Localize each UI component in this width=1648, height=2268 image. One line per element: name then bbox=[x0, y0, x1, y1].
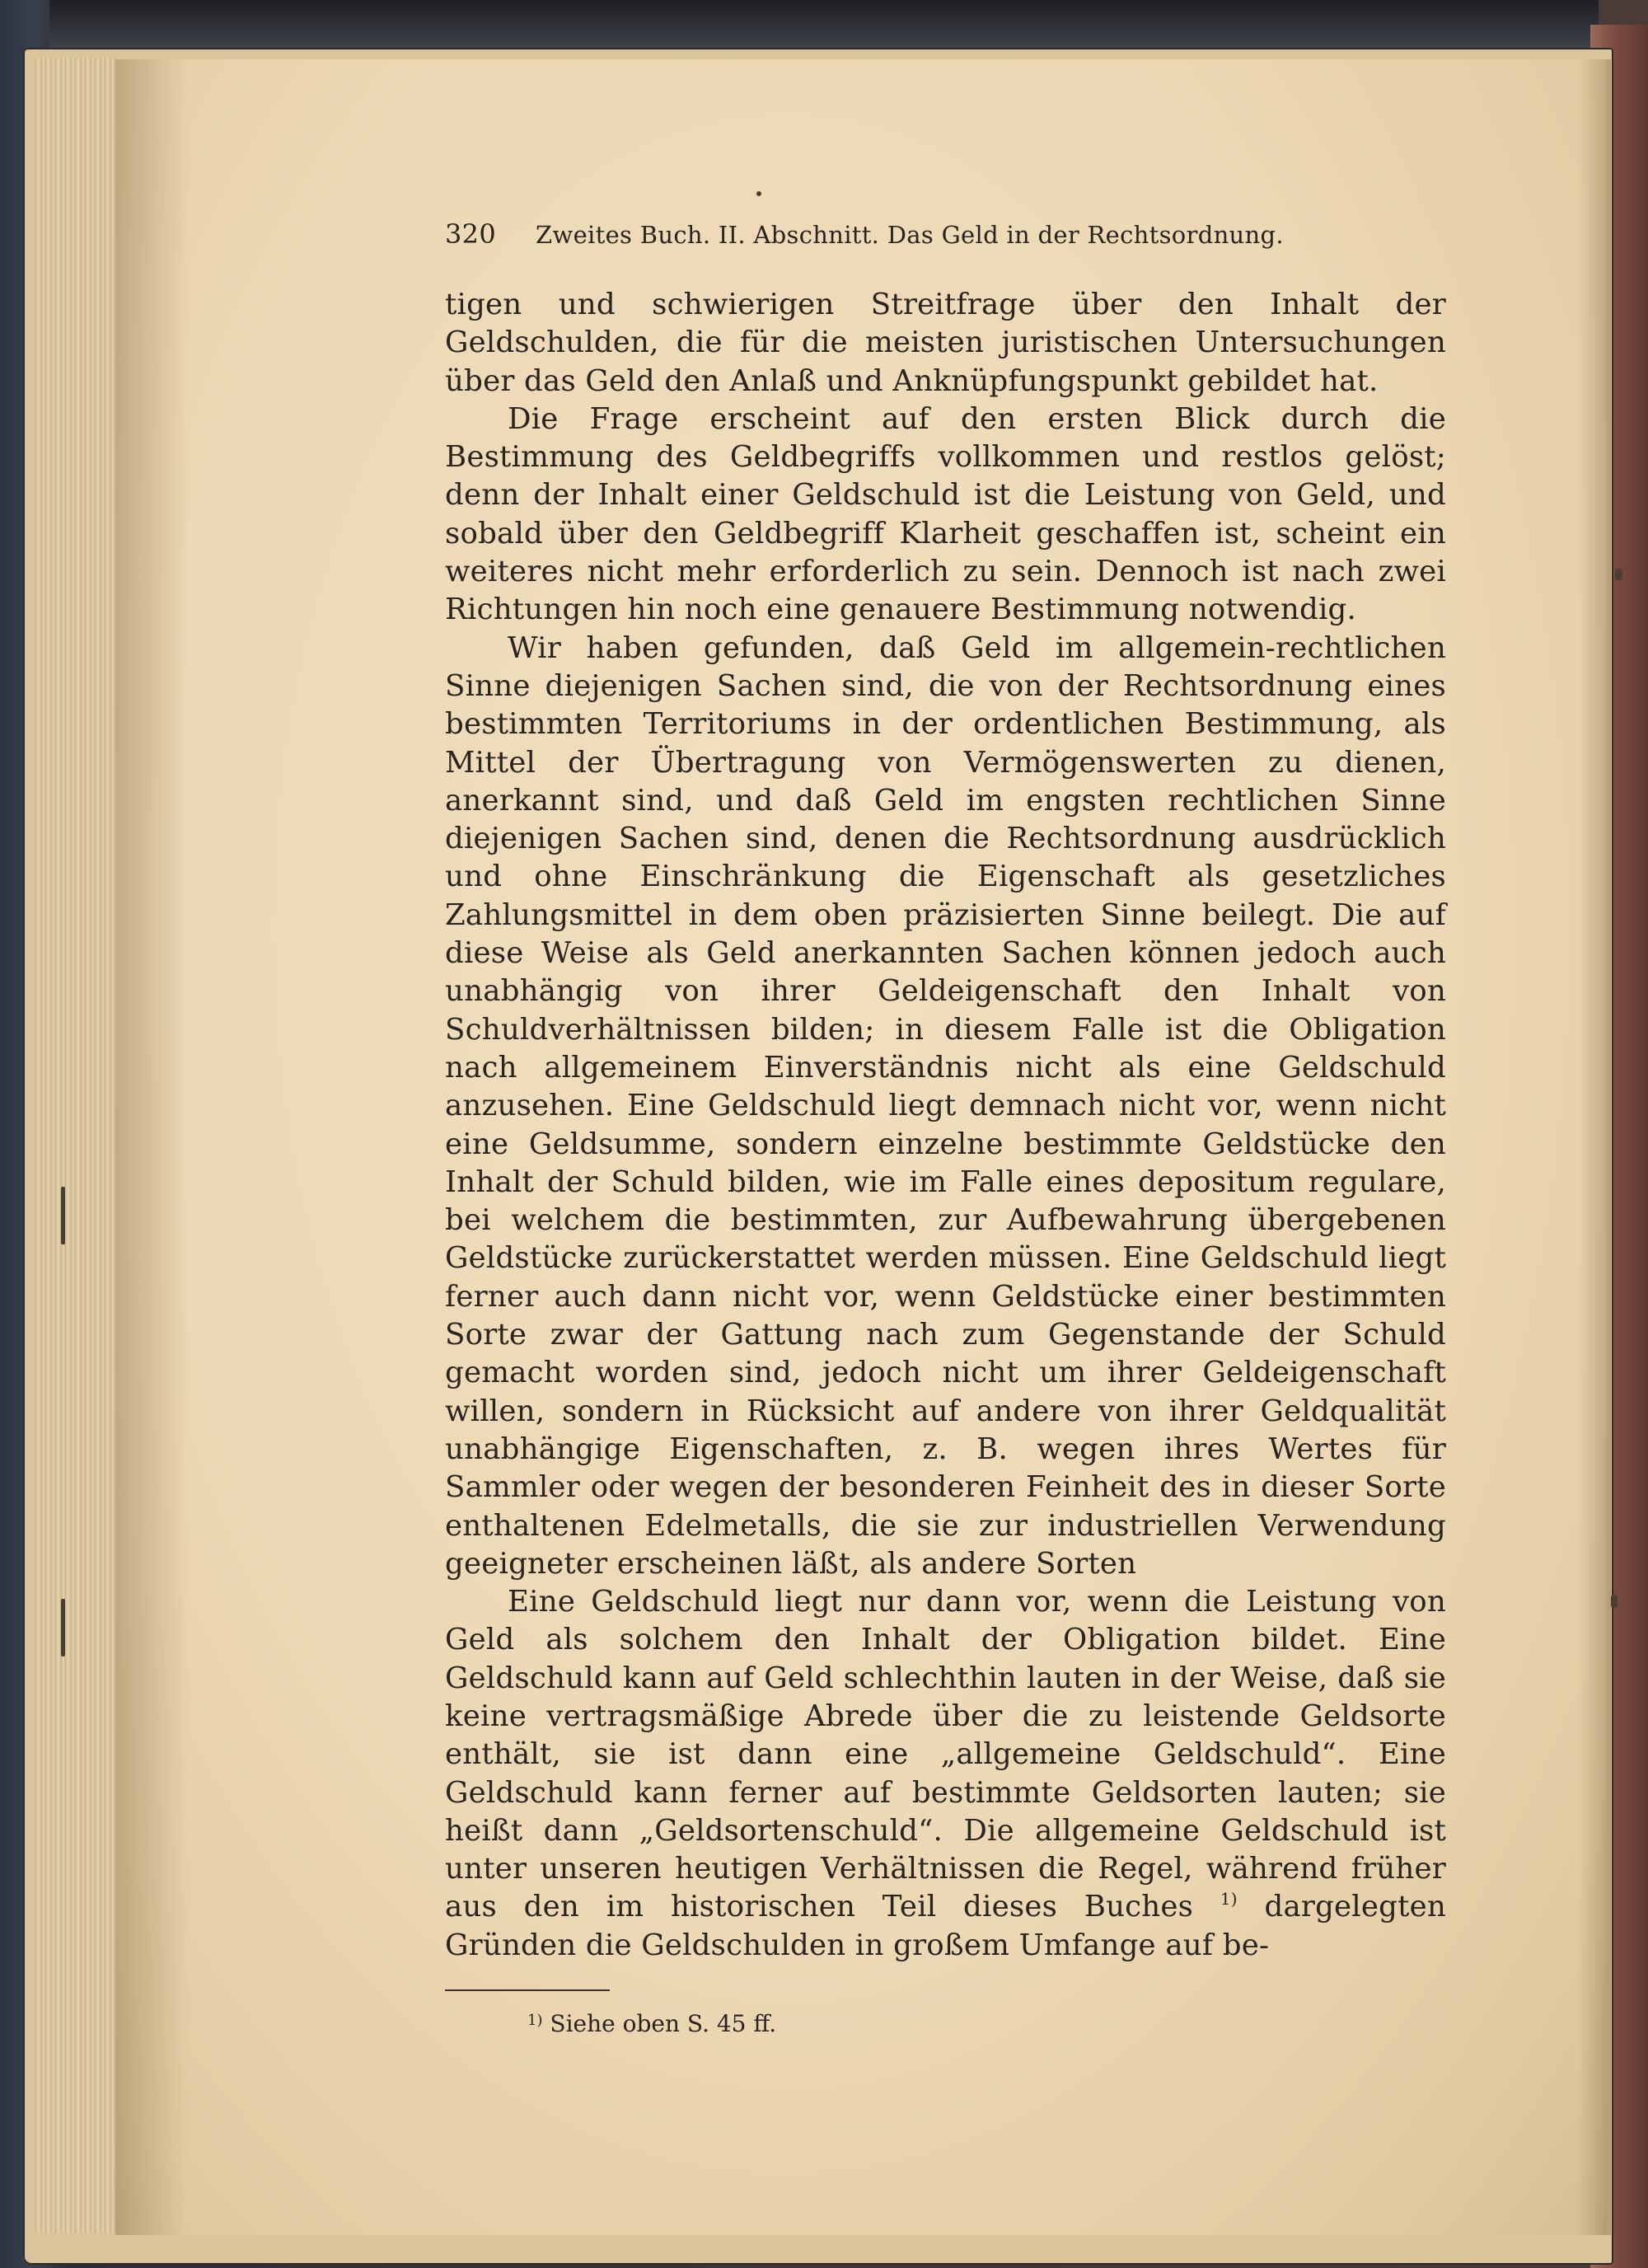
body-text bbox=[445, 286, 1446, 1965]
paper-speck bbox=[1615, 569, 1622, 580]
paragraph-text: Eine Geldschuld liegt nur dann vor, wenn die Leistung von Geld als solchem den Inhalt der Obligation bildet. Eine Geldschuld kann auf Geld schlechthin lauten in der Weise, daß sie keine vertragsmäßige Abrede über die zu leistende Geldsorte enthält, sie ist dann eine „allgemeine Geldschuld“. Eine Geldschuld kann ferner auf bestimmte Geldsorten lauten; sie heißt dann „Geldsortenschuld“. Die allgemeine Geldschuld ist unter unseren heutigen Verhältnissen die Regel, während früher aus den im historischen Teil dieses Buches bbox=[445, 1585, 1446, 1924]
page-edges bbox=[35, 58, 117, 2233]
paper-speck bbox=[1611, 1595, 1618, 1608]
footnote-text: Siehe oben S. 45 ff. bbox=[550, 2010, 777, 2038]
page-gutter-shadow bbox=[115, 59, 190, 2235]
paper-speck bbox=[61, 1187, 65, 1244]
footnote-rule bbox=[445, 1989, 610, 1991]
paper-speck bbox=[61, 1599, 65, 1656]
footnote-reference: 1) bbox=[1220, 1889, 1238, 1910]
footnote-marker: 1) bbox=[527, 2012, 543, 2030]
paragraph: Die Frage erscheint auf den ersten Blick durch die Bestimmung des Geldbegriffs vollkommen und restlos gelöst; denn der Inhalt einer Geldschuld ist die Leistung von Geld, und sobald über den Geldbegriff Klarheit geschaffen ist, scheint ein weiteres nicht mehr erforderlich zu sein. Dennoch ist nach zwei Richtungen hin noch eine genauere Bestimmung notwendig. bbox=[445, 401, 1446, 627]
paragraph: Wir haben gefunden, daß Geld im allgemein-rechtlichen Sinne diejenigen Sachen sind, die von der Rechtsordnung eines bestimmten Territoriums in der ordentlichen Bestimmung, als Mittel der Übertragung von Vermögenswerten zu dienen, anerkannt sind, und daß Geld im engsten rechtlichen Sinne diejenigen Sachen sind, denen die Rechtsordnung ausdrücklich und ohne Einschränkung die Eigenschaft als gesetzliches Zahlungsmittel in dem oben präzisierten Sinne beilegt. Die auf diese Weise als Geld anerkannten Sachen können jedoch auch unabhängig von ihrer Geldeigenschaft den Inhalt von Schuldverhältnissen bilden; in diesem Falle ist die Obligation nach allgemeinem Einverständnis nicht als eine Geldschuld anzusehen. Eine Geldschuld liegt demnach nicht vor, wenn nicht eine Geldsumme, sondern einzelne bestimmte Geldstücke den Inhalt der Schuld bilden, wie im Falle eines depositum regulare, bei welchem die bestimmten, zur Aufbewahrung übergebenen Geldstücke zurückerstattet werden müssen. Eine Geldschuld liegt ferner auch dann nicht vor, wenn Geldstücke einer bestimmten Sorte zwar der Gattung nach zum Gegenstande der Schuld gemacht worden sind, jedoch nicht um ihrer Geldeigenschaft willen, sondern in Rücksicht auf andere von ihrer Geldqualität unabhängige Eigenschaften, z. B. wegen ihres Wertes für Sammler oder wegen der besonderen Feinheit des in dieser Sorte enthaltenen Edelmetalls, die sie zur industriellen Verwendung geeigneter erscheinen läßt, als andere Sorten bbox=[445, 630, 1446, 1581]
paper-speck bbox=[756, 191, 761, 196]
running-title: Zweites Buch. II. Abschnitt. Das Geld in der Rechtsordnung. bbox=[536, 221, 1284, 249]
paragraph: tigen und schwierigen Streitfrage über den Inhalt der Geldschulden, die für die meisten juristischen Untersuchungen über das Geld den Anlaß und Anknüpfungspunkt gebildet hat. bbox=[445, 288, 1446, 398]
page-number: 320 bbox=[445, 218, 496, 250]
page-edge-shadow bbox=[1578, 59, 1611, 2235]
running-header bbox=[445, 218, 1446, 260]
footnote bbox=[527, 2006, 1446, 2039]
paragraph bbox=[445, 1583, 1446, 1965]
page-content bbox=[445, 218, 1446, 2039]
paragraph-text-continued: dargelegten Gründen die Geldschulden in großem Umfange auf be- bbox=[445, 1890, 1446, 1962]
